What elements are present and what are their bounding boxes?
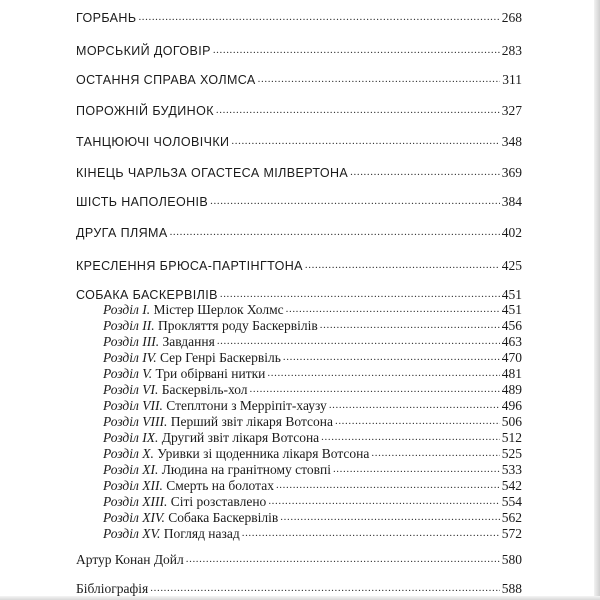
chapter-page-number: 481: [501, 366, 522, 381]
dot-leader: [150, 578, 499, 594]
chapter-title: Сер Генрі Баскервіль: [160, 350, 281, 365]
chapter-title: Уривки зі щоденника лікаря Вотсона: [157, 446, 370, 461]
toc-page-number: 283: [501, 43, 522, 58]
toc-title: МОРСЬКИЙ ДОГОВІР: [76, 44, 211, 58]
dot-leader: [138, 7, 499, 23]
toc-entry: [76, 548, 522, 568]
chapter-page-number: 489: [501, 382, 522, 397]
toc-page-number: 402: [501, 225, 522, 240]
dot-leader: [329, 395, 500, 411]
toc-title: ОСТАННЯ СПРАВА ХОЛМСА: [76, 73, 256, 87]
dot-leader: [280, 507, 499, 523]
toc-page-number: 384: [501, 194, 522, 209]
dot-leader: [231, 131, 499, 147]
chapter-page-number: 572: [501, 526, 522, 541]
toc-page-number: 451: [501, 287, 522, 302]
chapter-label: Розділ II.: [103, 318, 155, 333]
chapter-page-number: 456: [501, 318, 522, 333]
chapter-page-number: 542: [501, 478, 522, 493]
toc-title: Бібліографія: [76, 581, 149, 596]
toc-entry: [76, 221, 522, 241]
chapter-title: Завдання: [162, 334, 215, 349]
dot-leader: [335, 411, 500, 427]
chapter-label: Розділ VIII.: [103, 414, 168, 429]
toc-title: СОБАКА БАСКЕРВІЛІВ: [76, 288, 218, 302]
toc-title: КІНЕЦЬ ЧАРЛЬЗА ОГАСТЕСА МІЛВЕРТОНА: [76, 166, 349, 180]
chapter-label: Розділ III.: [103, 334, 160, 349]
dot-leader: [268, 491, 499, 507]
chapter-title: Баскервіль-хол: [161, 382, 248, 397]
toc-entry: [76, 99, 522, 119]
toc-page-number: 580: [501, 552, 522, 567]
dot-leader: [242, 523, 500, 539]
toc-title: Артур Конан Дойл: [76, 552, 184, 567]
dot-leader: [320, 315, 500, 331]
chapter-title: Людина на гранітному стовпі: [161, 462, 331, 477]
chapter-title: Другий звіт лікаря Вотсона: [161, 430, 320, 445]
chapter-label: Розділ XIV.: [103, 510, 165, 525]
toc-title: ПОРОЖНІЙ БУДИНОК: [76, 104, 214, 118]
chapter-title: Собака Баскервілів: [168, 510, 279, 525]
chapter-page-number: 470: [501, 350, 522, 365]
chapter-page-number: 451: [501, 302, 522, 317]
dot-leader: [350, 162, 500, 178]
toc-entry: [76, 68, 522, 88]
chapter-label: Розділ I.: [103, 302, 151, 317]
dot-leader: [217, 331, 500, 347]
chapter-page-number: 506: [501, 414, 522, 429]
toc-title: ДРУГА ПЛЯМА: [76, 226, 168, 240]
chapter-title: Три обірвані нитки: [155, 366, 266, 381]
chapter-entry: [103, 522, 522, 542]
chapter-title: Перший звіт лікаря Вотсона: [170, 414, 333, 429]
chapter-title: Степлтони з Мерріпіт-хаузу: [166, 398, 327, 413]
toc-page-number: 369: [501, 165, 522, 180]
chapter-page-number: 533: [501, 462, 522, 477]
toc-title: ТАНЦЮЮЧІ ЧОЛОВІЧКИ: [76, 135, 230, 149]
chapter-title: Погляд назад: [163, 526, 240, 541]
dot-leader: [321, 427, 500, 443]
chapter-title: Прокляття роду Баскервілів: [158, 318, 318, 333]
chapter-page-number: 512: [501, 430, 522, 445]
chapter-label: Розділ XII.: [103, 478, 163, 493]
chapter-label: Розділ VI.: [103, 382, 159, 397]
toc-title: ШІСТЬ НАПОЛЕОНІВ: [76, 195, 209, 209]
dot-leader: [286, 299, 500, 315]
toc-page-number: 311: [502, 72, 522, 87]
chapter-title: Сіті розставлено: [170, 494, 267, 509]
dot-leader: [283, 347, 500, 363]
page-edge-shadow: [594, 0, 600, 600]
toc-page-number: 327: [501, 103, 522, 118]
dot-leader: [213, 40, 500, 56]
toc-title: КРЕСЛЕННЯ БРЮСА-ПАРТІНГТОНА: [76, 259, 303, 273]
chapter-title: Містер Шерлок Холмс: [153, 302, 284, 317]
dot-leader: [276, 475, 500, 491]
toc-entry: [76, 6, 522, 26]
dot-leader: [333, 459, 500, 475]
chapter-label: Розділ IX.: [103, 430, 159, 445]
dot-leader: [371, 443, 499, 459]
dot-leader: [186, 549, 500, 565]
dot-leader: [250, 379, 500, 395]
toc-entry: [76, 190, 522, 210]
toc-page-number: 588: [501, 581, 522, 596]
table-of-contents: [76, 0, 522, 600]
toc-entry: [76, 130, 522, 150]
chapter-title: Смерть на болотах: [166, 478, 274, 493]
chapter-page-number: 496: [501, 398, 522, 413]
dot-leader: [170, 222, 500, 238]
dot-leader: [258, 69, 501, 85]
dot-leader: [210, 191, 500, 207]
dot-leader: [216, 100, 500, 116]
chapter-label: Розділ X.: [103, 446, 154, 461]
toc-entry: [76, 254, 522, 274]
dot-leader: [267, 363, 499, 379]
chapter-label: Розділ XV.: [103, 526, 161, 541]
chapter-label: Розділ XI.: [103, 462, 159, 477]
toc-entry: [76, 161, 522, 181]
chapter-page-number: 463: [501, 334, 522, 349]
toc-page-number: 425: [501, 258, 522, 273]
toc-entry: [76, 39, 522, 59]
chapter-page-number: 554: [501, 494, 522, 509]
toc-page-number: 268: [501, 10, 522, 25]
chapter-page-number: 562: [501, 510, 522, 525]
toc-page-number: 348: [501, 134, 522, 149]
chapter-label: Розділ VII.: [103, 398, 163, 413]
dot-leader: [305, 255, 500, 271]
chapter-page-number: 525: [501, 446, 522, 461]
chapter-label: Розділ IV.: [103, 350, 157, 365]
chapter-label: Розділ V.: [103, 366, 153, 381]
toc-entry: [76, 577, 522, 597]
chapter-label: Розділ XIII.: [103, 494, 168, 509]
toc-title: ГОРБАНЬ: [76, 11, 137, 25]
